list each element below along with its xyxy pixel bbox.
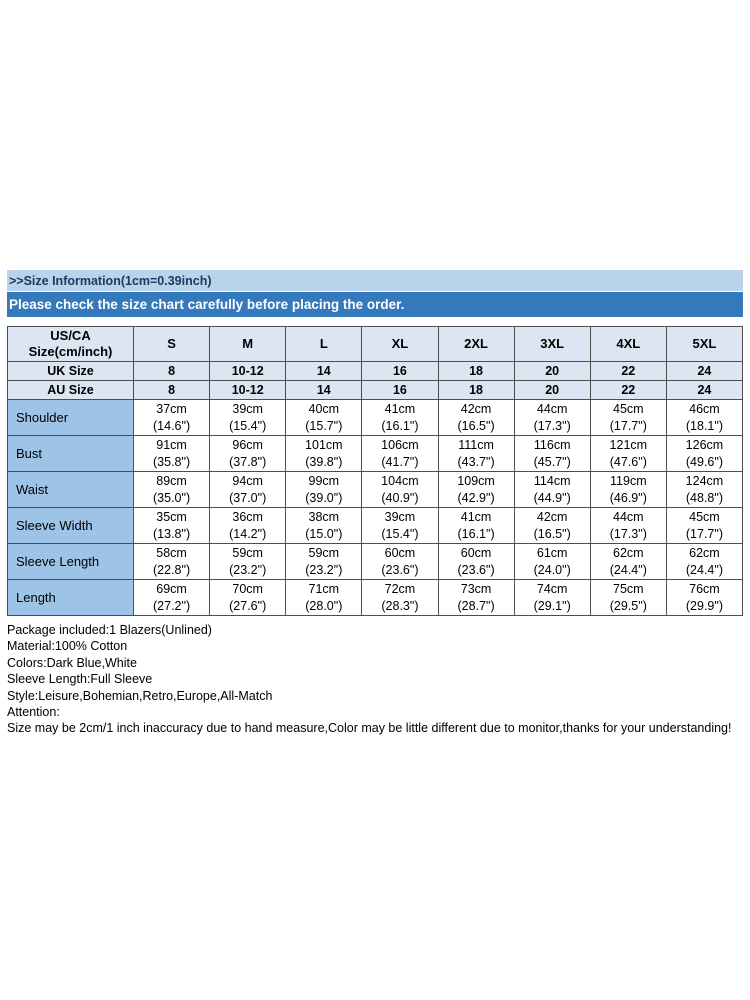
measurement-cell: 96cm (37.8") xyxy=(210,436,286,472)
measurement-cell: 45cm (17.7") xyxy=(590,400,666,436)
measurement-cell: 46cm (18.1") xyxy=(666,400,742,436)
measurement-cell: 69cm (27.2") xyxy=(134,580,210,616)
content-area xyxy=(7,270,743,737)
size-cell: 16 xyxy=(362,381,438,400)
measurement-cell: 60cm (23.6") xyxy=(438,544,514,580)
measurement-cell: 39cm (15.4") xyxy=(210,400,286,436)
size-cell: 10-12 xyxy=(210,381,286,400)
size-column-header: L xyxy=(286,327,362,362)
measurement-cell: 91cm (35.8") xyxy=(134,436,210,472)
size-cell: 20 xyxy=(514,362,590,381)
row-label: AU Size xyxy=(8,381,134,400)
size-cell: 20 xyxy=(514,381,590,400)
row-label: Length xyxy=(8,580,134,616)
measurement-cell: 44cm (17.3") xyxy=(590,508,666,544)
measurement-cell: 74cm (29.1") xyxy=(514,580,590,616)
note-line: Package included:1 Blazers(Unlined) xyxy=(7,623,212,637)
measurement-cell: 44cm (17.3") xyxy=(514,400,590,436)
note-line: Material:100% Cotton xyxy=(7,639,128,654)
product-notes xyxy=(7,622,743,737)
size-column-header: XL xyxy=(362,327,438,362)
size-cell: 14 xyxy=(286,362,362,381)
row-label: Sleeve Length xyxy=(8,544,134,580)
size-cell: 16 xyxy=(362,362,438,381)
measurement-cell: 38cm (15.0") xyxy=(286,508,362,544)
measurement-cell: 70cm (27.6") xyxy=(210,580,286,616)
row-label: Shoulder xyxy=(8,400,134,436)
size-column-header: 4XL xyxy=(590,327,666,362)
size-cell: 24 xyxy=(666,362,742,381)
measurement-cell: 71cm (28.0") xyxy=(286,580,362,616)
row-label: Bust xyxy=(8,436,134,472)
measurement-cell: 39cm (15.4") xyxy=(362,508,438,544)
row-label: Waist xyxy=(8,472,134,508)
size-chart-table xyxy=(7,326,743,616)
table-row xyxy=(8,381,743,400)
note-line: Size may be 2cm/1 inch inaccuracy due to hand measure,Color may be little different due to monitor,thanks for your understanding! xyxy=(7,721,732,736)
measurement-cell: 119cm (46.9") xyxy=(590,472,666,508)
size-cell: 10-12 xyxy=(210,362,286,381)
measurement-cell: 62cm (24.4") xyxy=(590,544,666,580)
table-row xyxy=(8,580,743,616)
size-cell: 18 xyxy=(438,381,514,400)
row-label: Sleeve Width xyxy=(8,508,134,544)
order-notice-banner: Please check the size chart carefully before placing the order. xyxy=(7,292,743,317)
measurement-cell: 40cm (15.7") xyxy=(286,400,362,436)
measurement-cell: 114cm (44.9") xyxy=(514,472,590,508)
size-column-header: S xyxy=(134,327,210,362)
measurement-cell: 58cm (22.8") xyxy=(134,544,210,580)
measurement-cell: 89cm (35.0") xyxy=(134,472,210,508)
measurement-cell: 36cm (14.2") xyxy=(210,508,286,544)
size-cell: 22 xyxy=(590,381,666,400)
measurement-cell: 37cm (14.6") xyxy=(134,400,210,436)
note-line: Colors:Dark Blue,White xyxy=(7,655,137,670)
measurement-cell: 73cm (28.7") xyxy=(438,580,514,616)
measurement-cell: 72cm (28.3") xyxy=(362,580,438,616)
note-line: Style:Leisure,Bohemian,Retro,Europe,All-Match xyxy=(7,688,273,703)
measurement-cell: 94cm (37.0") xyxy=(210,472,286,508)
measurement-cell: 35cm (13.8") xyxy=(134,508,210,544)
size-cell: 18 xyxy=(438,362,514,381)
note-line: Sleeve Length:Full Sleeve xyxy=(7,672,153,687)
measurement-cell: 111cm (43.7") xyxy=(438,436,514,472)
row-label: UK Size xyxy=(8,362,134,381)
size-cell: 8 xyxy=(134,381,210,400)
measurement-cell: 116cm (45.7") xyxy=(514,436,590,472)
corner-header: US/CA Size(cm/inch) xyxy=(8,327,134,362)
size-information-header: >>Size Information(1cm=0.39inch) xyxy=(7,270,743,291)
measurement-cell: 76cm (29.9") xyxy=(666,580,742,616)
size-column-header: 5XL xyxy=(666,327,742,362)
measurement-cell: 121cm (47.6") xyxy=(590,436,666,472)
measurement-cell: 45cm (17.7") xyxy=(666,508,742,544)
table-row xyxy=(8,436,743,472)
measurement-cell: 42cm (16.5") xyxy=(438,400,514,436)
measurement-cell: 61cm (24.0") xyxy=(514,544,590,580)
table-row xyxy=(8,472,743,508)
table-row xyxy=(8,508,743,544)
size-column-header: 2XL xyxy=(438,327,514,362)
measurement-cell: 41cm (16.1") xyxy=(362,400,438,436)
measurement-cell: 106cm (41.7") xyxy=(362,436,438,472)
measurement-cell: 75cm (29.5") xyxy=(590,580,666,616)
measurement-cell: 124cm (48.8") xyxy=(666,472,742,508)
size-cell: 14 xyxy=(286,381,362,400)
measurement-cell: 104cm (40.9") xyxy=(362,472,438,508)
size-cell: 8 xyxy=(134,362,210,381)
table-row xyxy=(8,400,743,436)
table-header-row xyxy=(8,327,743,362)
table-row xyxy=(8,544,743,580)
measurement-cell: 109cm (42.9") xyxy=(438,472,514,508)
measurement-cell: 101cm (39.8") xyxy=(286,436,362,472)
size-column-header: M xyxy=(210,327,286,362)
size-column-header: 3XL xyxy=(514,327,590,362)
measurement-cell: 99cm (39.0") xyxy=(286,472,362,508)
measurement-cell: 59cm (23.2") xyxy=(210,544,286,580)
measurement-cell: 126cm (49.6") xyxy=(666,436,742,472)
table-row xyxy=(8,362,743,381)
measurement-cell: 62cm (24.4") xyxy=(666,544,742,580)
measurement-cell: 42cm (16.5") xyxy=(514,508,590,544)
measurement-cell: 41cm (16.1") xyxy=(438,508,514,544)
measurement-cell: 59cm (23.2") xyxy=(286,544,362,580)
size-cell: 24 xyxy=(666,381,742,400)
note-line: Attention: xyxy=(7,705,60,720)
measurement-cell: 60cm (23.6") xyxy=(362,544,438,580)
size-cell: 22 xyxy=(590,362,666,381)
